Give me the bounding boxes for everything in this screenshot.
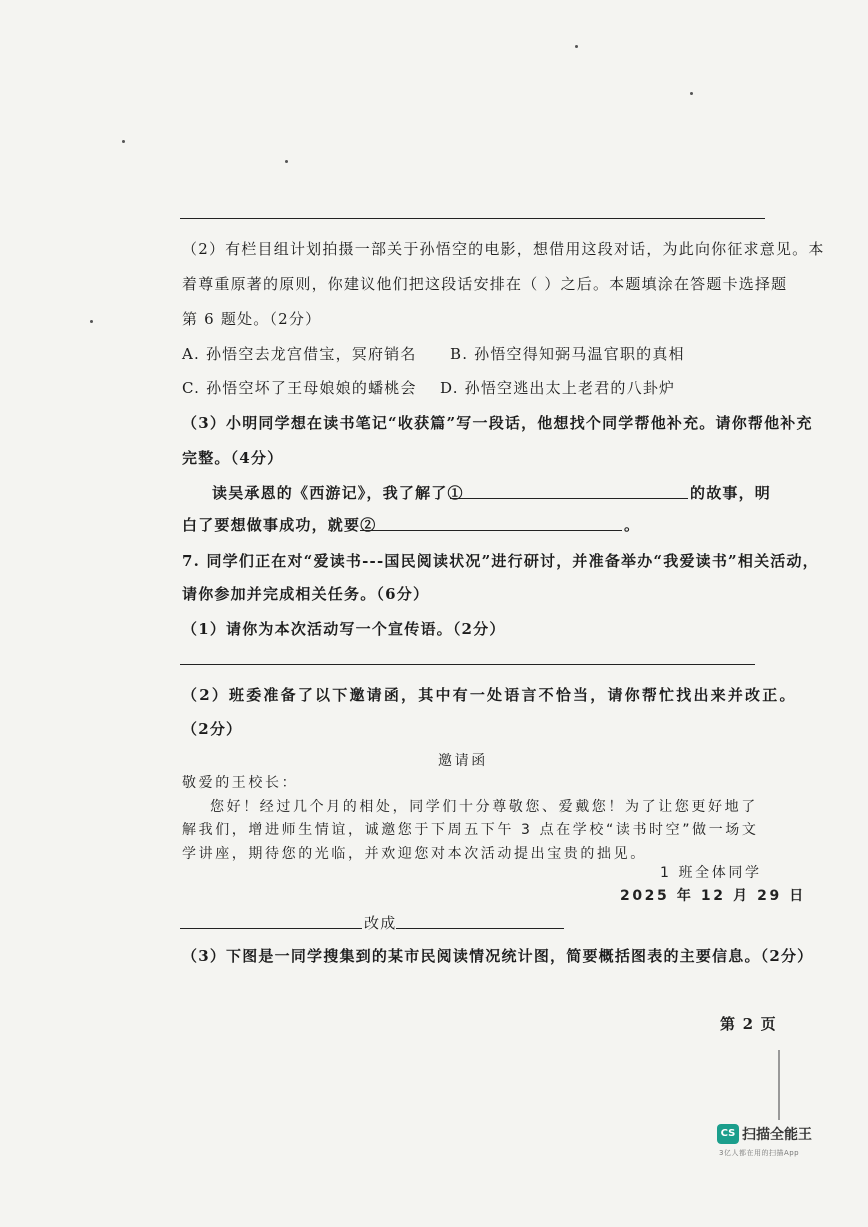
slogan-answer-line (180, 664, 755, 665)
q7-line2: 请你参加并完成相关任务。（6分） (182, 585, 430, 603)
q7-line1: 7. 同学们正在对“爱读书---国民阅读状况”进行研讨，并准备举办“我爱读书”相关活动， (182, 552, 819, 570)
scan-speck (575, 45, 578, 48)
letter-body-line2: 解我们，增进师生情谊，诚邀您于下周五下午 3 点在学校“读书时空”做一场文 (182, 822, 759, 838)
scan-speck (122, 140, 125, 143)
q7-sub3: （3）下图是一同学搜集到的某市民阅读情况统计图，简要概括图表的主要信息。（2分） (182, 947, 814, 965)
page-number: 第 2 页 (720, 1015, 777, 1033)
answer-line-top (180, 218, 765, 219)
letter-salutation: 敬爱的王校长： (182, 775, 299, 791)
letter-title: 邀请函 (438, 753, 488, 769)
correction-label: 改成 (364, 914, 397, 932)
option-b: B. 孙悟空得知弼马温官职的真相 (450, 345, 685, 363)
letter-body-line3: 学讲座，期待您的光临，并欢迎您对本次活动提出宝贵的拙见。 (182, 846, 647, 862)
q6-3-line2: 完整。（4分） (182, 449, 284, 467)
option-d: D. 孙悟空逃出太上老君的八卦炉 (440, 379, 676, 397)
q7-sub2-line2: （2分） (182, 720, 243, 738)
option-a: A. 孙悟空去龙宫借宝，冥府销名 (182, 345, 417, 363)
letter-body-line1: 您好！经过几个月的相处，同学们十分尊敬您、爱戴您！为了让您更好地了 (210, 799, 758, 815)
correction-answer-line (396, 928, 564, 929)
scan-edge-line (778, 1050, 780, 1120)
fill2-blank (360, 530, 622, 531)
camscanner-logo-icon: CS (717, 1124, 739, 1144)
fill2-suffix: 。 (624, 516, 641, 534)
q7-sub1: （1）请你为本次活动写一个宣传语。（2分） (182, 620, 506, 638)
camscanner-name: 扫描全能王 (742, 1127, 812, 1143)
fill1-suffix: 的故事，明 (690, 484, 772, 502)
q6-3-line1: （3）小明同学想在读书笔记“收获篇”写一段话，他想找个同学帮他补充。请你帮他补充 (182, 414, 813, 432)
letter-date: 2025 年 12 月 29 日 (620, 888, 806, 904)
q7-sub2-line1: （2）班委准备了以下邀请函，其中有一处语言不恰当，请你帮忙找出来并改正。 (182, 686, 797, 704)
scan-speck (285, 160, 288, 163)
q6-2-line3: 第 6 题处。（2分） (182, 310, 322, 328)
option-c: C. 孙悟空坏了王母娘娘的蟠桃会 (182, 379, 417, 397)
q6-2-line1: （2）有栏目组计划拍摄一部关于孙悟空的电影，想借用这段对话，为此向你征求意见。本 (182, 240, 825, 258)
camscanner-tagline: 3亿人都在用的扫描App (719, 1149, 800, 1157)
fill1-blank (450, 498, 688, 499)
error-answer-line (180, 928, 362, 929)
scan-speck (90, 320, 93, 323)
fill1-prefix: 读吴承恩的《西游记》，我了解了① (212, 484, 464, 502)
fill2-prefix: 白了要想做事成功，就要② (182, 516, 377, 534)
q6-2-line2: 着尊重原著的原则，你建议他们把这段话安排在（ ）之后。本题填涂在答题卡选择题 (182, 275, 788, 293)
scan-speck (690, 92, 693, 95)
letter-signature: 1 班全体同学 (660, 865, 762, 881)
